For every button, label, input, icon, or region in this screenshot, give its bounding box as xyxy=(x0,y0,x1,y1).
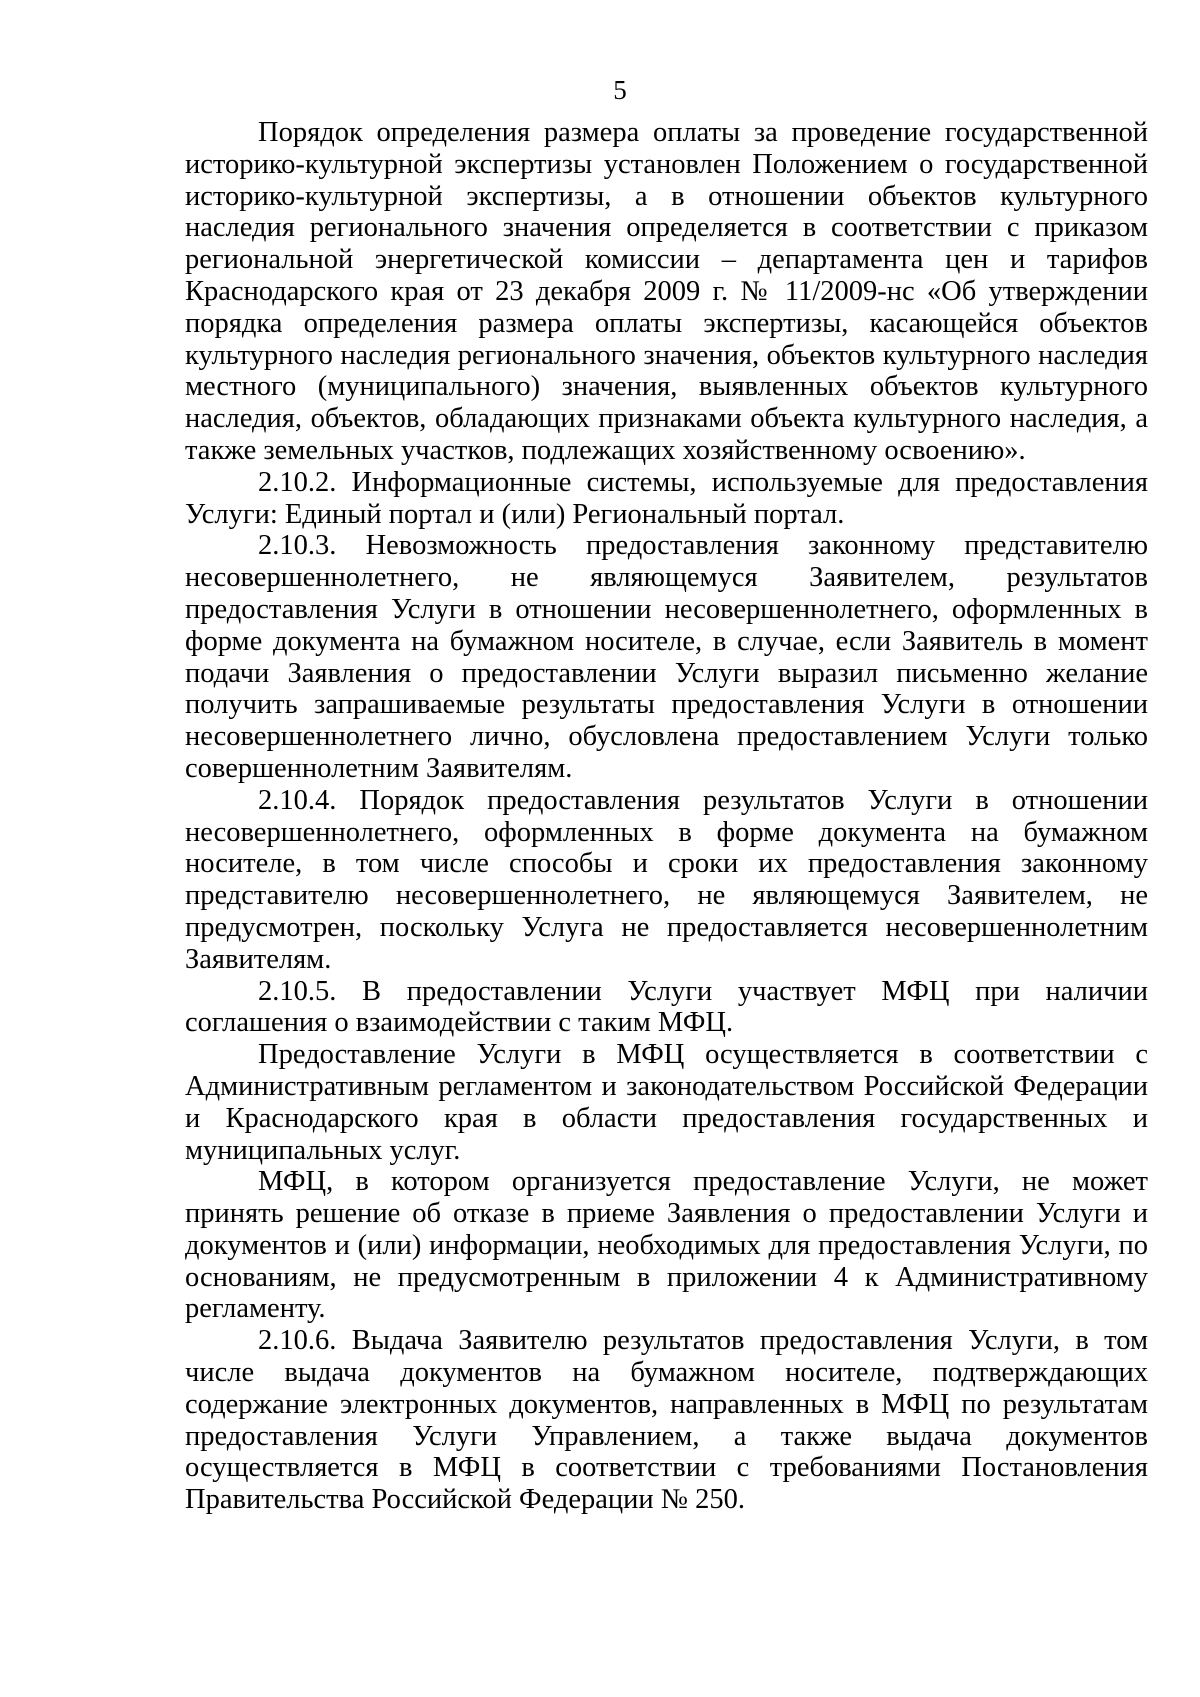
paragraph-2-10-5: 2.10.5. В предоставлении Услуги участвует МФЦ при наличии соглашения о взаимодействии с таким МФЦ. xyxy=(185,975,1148,1039)
paragraph-mfc-refusal: МФЦ, в котором организуется предоставление Услуги, не может принять решение об отказе в приеме Заявления о предоставлении Услуги и документов и (или) информации, необходимых для предоставления Услуги, по основаниям, не предусмотренным в приложении 4 к Административному регламенту. xyxy=(185,1166,1148,1325)
paragraph-2-10-4: 2.10.4. Порядок предоставления результатов Услуги в отношении несовершеннолетнего, оформленных в форме документа на бумажном носителе, в том числе способы и сроки их предоставления законному представителю несовершеннолетнего, не являющемуся Заявителем, не предусмотрен, поскольку Услуга не предоставляется несовершеннолетним Заявителям. xyxy=(185,784,1148,975)
paragraph-2-10-2: 2.10.2. Информационные системы, используемые для предоставления Услуги: Единый портал и (или) Региональный портал. xyxy=(185,466,1148,530)
paragraph-mfc-provision: Предоставление Услуги в МФЦ осуществляется в соответствии с Административным регламентом и законодательством Российской Федерации и Краснодарского края в области предоставления государственных и муниципальных услуг. xyxy=(185,1039,1148,1166)
document-body xyxy=(185,117,1148,1516)
paragraph-2-10-6: 2.10.6. Выдача Заявителю результатов предоставления Услуги, в том числе выдача документов на бумажном носителе, подтверждающих содержание электронных документов, направленных в МФЦ по результатам предоставления Услуги Управлением, а также выдача документов осуществляется в МФЦ в соответствии с требованиями Постановления Правительства Российской Федерации № 250. xyxy=(185,1325,1148,1516)
page-number: 5 xyxy=(613,75,627,105)
paragraph-expertise-payment: Порядок определения размера оплаты за проведение государственной историко-культурной экспертизы установлен Положением о государственной историко-культурной экспертизы, а в отношении объектов культурного наследия регионального значения определяется в соответствии с приказом региональной энергетической комиссии – департамента цен и тарифов Краснодарского края от 23 декабря 2009 г. № 11/2009-нс «Об утверждении порядка определения размера оплаты экспертизы, касающейся объектов культурного наследия регионального значения, объектов культурного наследия местного (муниципального) значения, выявленных объектов культурного наследия, объектов, обладающих признаками объекта культурного наследия, а также земельных участков, подлежащих хозяйственному освоению». xyxy=(185,117,1148,466)
paragraph-2-10-3: 2.10.3. Невозможность предоставления законному представителю несовершеннолетнего, не являющемуся Заявителем, результатов предоставления Услуги в отношении несовершеннолетнего, оформленных в форме документа на бумажном носителе, в случае, если Заявитель в момент подачи Заявления о предоставлении Услуги выразил письменно желание получить запрашиваемые результаты предоставления Услуги в отношении несовершеннолетнего лично, обусловлена предоставлением Услуги только совершеннолетним Заявителям. xyxy=(185,530,1148,784)
